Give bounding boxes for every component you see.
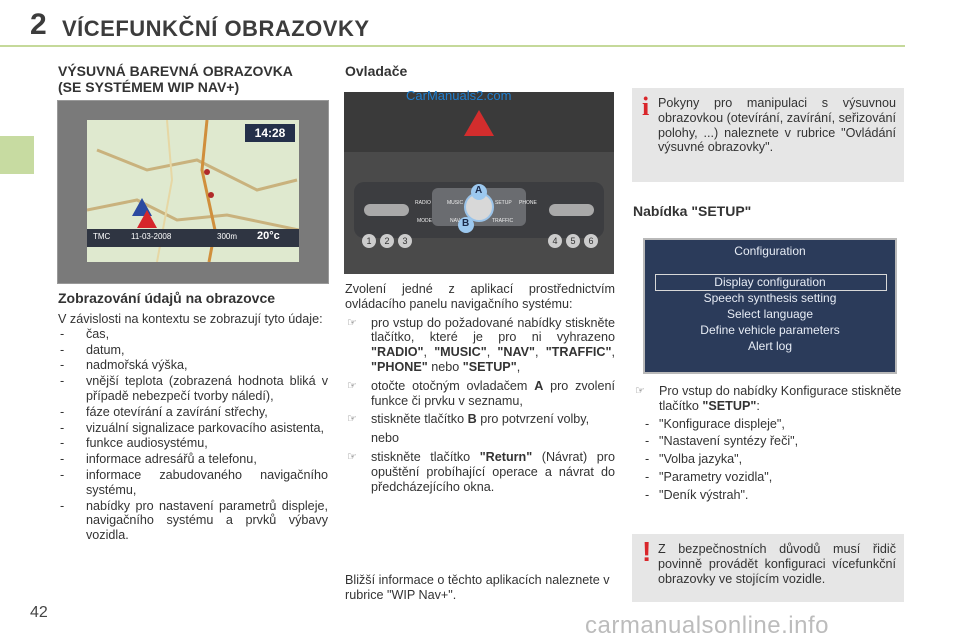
list-item: - fáze otevírání a zavírání střechy,	[58, 405, 328, 420]
display-items-list	[58, 327, 328, 543]
setup-button-label: SETUP	[495, 200, 512, 206]
date-readout: 11-03-2008	[131, 232, 172, 241]
warning-icon: !	[642, 536, 652, 567]
setup-item-vehicle: Define vehicle parameters	[700, 323, 840, 337]
callout-b: B	[462, 218, 470, 229]
setup-submenu-list	[633, 417, 905, 503]
controls-intro: Zvolení jedné z aplikací prostřednictvím ovládacího panelu navigačního systému:	[345, 282, 615, 311]
controls-title: Ovladače	[345, 63, 408, 79]
list-item: - "Parametry vozidla",	[633, 470, 905, 485]
step-select-menu: ☞ pro vstup do požadované nabídky stiskněte tlačítko, které je pro ni vyhrazeno "RADIO", "MUSIC", "NAV", "TRAFFIC", "PHONE" nebo "SETUP",	[345, 316, 615, 375]
nav-status-bar	[87, 229, 299, 247]
list-item: - informace zabudovaného navigačního systému,	[58, 468, 328, 498]
list-item: - funkce audiosystému,	[58, 436, 328, 451]
preset-button: 6	[584, 234, 598, 248]
step-return: ☞ stiskněte tlačítko "Return" (Návrat) pro opuštění probíhající operace a návrat do předcházejícího okna.	[345, 450, 615, 494]
setup-item-speech: Speech synthesis setting	[703, 291, 837, 305]
warning-text: Z bezpečnostních důvodů musí řidič povinně provádět konfiguraci vícefunkční obrazovky ve stojícím vozidle.	[658, 542, 896, 586]
radio-button-label: RADIO	[415, 200, 431, 206]
section-title-line1: VÝSUVNÁ BAREVNÁ OBRAZOVKA	[58, 63, 293, 79]
list-item: - "Nastavení syntézy řeči",	[633, 434, 905, 449]
left-body	[58, 312, 328, 544]
chapter-title: VÍCEFUNKČNÍ OBRAZOVKY	[62, 16, 370, 41]
list-item: - "Volba jazyka",	[633, 452, 905, 467]
nav-button-label: NAV	[450, 218, 460, 224]
step-setup-access: ☞ Pro vstup do nabídky Konfigurace stiskněte tlačítko "SETUP":	[633, 384, 905, 414]
list-item: - "Deník výstrah".	[633, 488, 905, 503]
step-rotate: ☞ otočte otočným ovladačem A pro zvolení funkce či prvku v seznamu,	[345, 379, 615, 409]
list-item: - informace adresářů a telefonu,	[58, 452, 328, 467]
chapter-side-tab	[0, 136, 34, 174]
music-button-label: MUSIC	[447, 200, 464, 206]
preset-button: 1	[362, 234, 376, 248]
controls-footer: Bližší informace o těchto aplikacích naleznete v rubrice "WIP Nav+".	[345, 573, 610, 602]
setup-menu-title: Nabídka "SETUP"	[633, 203, 752, 219]
callout-a: A	[475, 185, 483, 196]
controls-steps-2	[345, 450, 615, 494]
setup-heading: Configuration	[734, 244, 806, 258]
phone-button-label: PHONE	[519, 200, 537, 206]
setup-item-alert-log: Alert log	[747, 339, 793, 353]
info-text: Pokyny pro manipulaci s výsuvnou obrazovkou (otevírání, zavírání, seřizování polohy, ...) naleznete v rubrice "Ovládání výsuvné obrazovky".	[658, 96, 896, 155]
mode-button-label: MODE	[417, 218, 432, 224]
list-item: - čas,	[58, 327, 328, 342]
preset-button: 4	[548, 234, 562, 248]
list-item: - nabídky pro nastavení parametrů displeje, navigačního systému a prvků výbavy vozidla.	[58, 499, 328, 543]
list-item: - vnější teplota (zobrazená hodnota bliká v případě nebezpečí tvorby náledí),	[58, 374, 328, 404]
list-item: - vizuální signalizace parkovacího asistenta,	[58, 421, 328, 436]
page-number: 42	[30, 604, 48, 621]
list-item: - datum,	[58, 343, 328, 358]
temperature-readout: 20°c	[257, 230, 280, 242]
tmc-label: TMC	[93, 232, 111, 241]
left-intro: V závislosti na kontextu se zobrazují tyto údaje:	[58, 312, 323, 326]
setup-item-display: Display configuration	[714, 275, 826, 289]
traffic-button-label: TRAFFIC	[492, 218, 514, 224]
warning-box	[632, 534, 904, 602]
info-icon: i	[642, 92, 650, 121]
header-rule	[0, 45, 905, 47]
setup-item-language: Select language	[726, 307, 814, 321]
control-panel-photo	[344, 92, 614, 274]
watermark: carmanualsonline.info	[585, 612, 829, 639]
preset-button: 2	[380, 234, 394, 248]
setup-body	[633, 380, 905, 503]
controls-body	[345, 282, 615, 494]
time-readout: 14:28	[245, 124, 295, 142]
or-text: nebo	[371, 431, 400, 446]
setup-screen	[643, 238, 897, 374]
preset-button: 3	[398, 234, 412, 248]
step-confirm: ☞ stiskněte tlačítko B pro potvrzení volby,	[345, 412, 615, 427]
distance-readout: 300m	[217, 232, 238, 241]
info-box	[632, 88, 904, 182]
setup-steps	[633, 384, 905, 414]
chapter-number: 2	[30, 8, 47, 41]
subtitle-display: Zobrazování údajů na obrazovce	[58, 290, 276, 306]
section-title	[58, 63, 328, 95]
list-item: - "Konfigurace displeje",	[633, 417, 905, 432]
preset-button: 5	[566, 234, 580, 248]
section-title-line2: (SE SYSTÉMEM WIP NAV+)	[58, 79, 240, 95]
controls-steps	[345, 316, 615, 428]
list-item: - nadmořská výška,	[58, 358, 328, 373]
preset-buttons	[362, 234, 602, 250]
watermark-carmanuals: CarManuals2.com	[406, 88, 512, 103]
